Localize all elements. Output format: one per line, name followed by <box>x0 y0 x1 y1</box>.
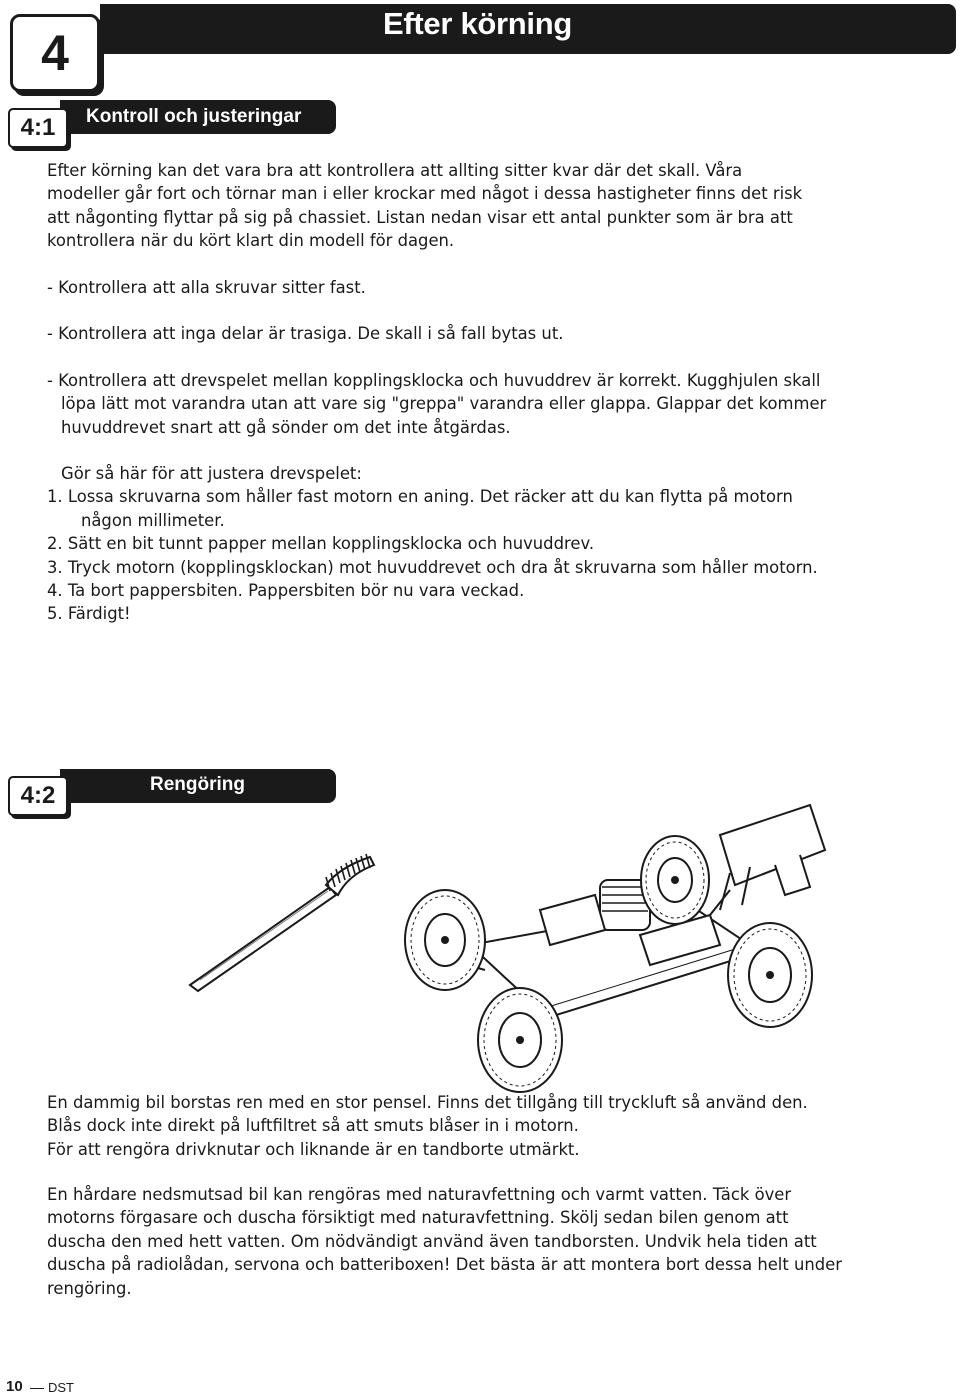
toothbrush-icon <box>180 845 380 995</box>
check-line: löpa lätt mot varandra utan att vare sig "greppa" varandra eller glappa. Glappar det kommer <box>61 394 827 414</box>
body-line: rengöring. <box>47 1278 132 1298</box>
rc-buggy-illustration <box>390 795 830 1100</box>
check-line: - Kontrollera att drevspelet mellan kopplingsklocka och huvuddrev är korrekt. Kugghjulen skall <box>47 371 821 390</box>
section-title: Kontroll och justeringar <box>86 106 302 127</box>
step-item: 1. Lossa skruvarna som håller fast motorn en aning. Det räcker att du kan flytta på motorn <box>47 487 793 507</box>
body-line: Blås dock inte direkt på luftfiltret så att smuts blåser in i motorn. <box>47 1116 579 1136</box>
body-line: En dammig bil borstas ren med en stor pensel. Finns det tillgång till tryckluft så använd den. <box>47 1093 808 1112</box>
body-line: En hårdare nedsmutsad bil kan rengöras med naturavfettning och varmt vatten. Täck över <box>47 1185 792 1204</box>
step-item: 4. Ta bort pappersbiten. Pappersbiten bör nu vara veckad. <box>47 581 525 601</box>
steps-heading: Gör så här för att justera drevspelet: <box>61 464 362 483</box>
step-item: 5. Färdigt! <box>47 604 131 624</box>
adjust-steps <box>47 462 927 626</box>
check-line: huvuddrevet snart att gå sönder om det inte åtgärdas. <box>61 417 511 437</box>
check-item: - Kontrollera att alla skruvar sitter fast. <box>47 278 366 297</box>
intro-line: kontrollera när du kört klart din modell för dagen. <box>47 231 455 251</box>
intro-line: att någonting flyttar på sig på chassiet. Listan nedan visar ett antal punkter som är bra att <box>47 207 793 227</box>
section2-para1 <box>47 1091 927 1161</box>
footer-divider <box>30 1388 44 1389</box>
page-number: 10 <box>6 1378 23 1395</box>
footer-brand: DST <box>48 1380 74 1395</box>
chapter-title: Efter körning <box>383 6 573 41</box>
body-line: motorns förgasare och duscha försiktigt med naturavfettning. Skölj sedan bilen genom att <box>47 1208 789 1228</box>
body-line: För att rengöra drivknutar och liknande är en tandborte utmärkt. <box>47 1139 580 1159</box>
section2-para2 <box>47 1183 927 1300</box>
chapter-number: 4 <box>10 14 100 92</box>
step-item: 3. Tryck motorn (kopplingsklockan) mot huvuddrevet och dra åt skruvarna som håller motorn. <box>47 557 818 577</box>
intro-line: Efter körning kan det vara bra att kontrollera att allting sitter kvar där det skall. Våra <box>47 161 743 180</box>
step-item-continued: någon millimeter. <box>81 510 225 530</box>
step-item: 2. Sätt en bit tunnt papper mellan kopplingsklocka och huvuddrev. <box>47 534 595 554</box>
section-number: 4:2 <box>8 776 68 816</box>
section1-body <box>47 159 927 253</box>
section-title: Rengöring <box>150 774 245 795</box>
body-line: duscha den med hett vatten. Om nödvändigt använd även tandborsten. Undvik hela tiden att <box>47 1231 817 1251</box>
intro-line: modeller går fort och törnar man i eller krockar med något i dessa hastigheter finns det risk <box>47 184 803 204</box>
check-item-drevspel <box>47 369 927 439</box>
check-item: - Kontrollera att inga delar är trasiga. De skall i så fall bytas ut. <box>47 324 564 343</box>
section-number: 4:1 <box>8 108 68 148</box>
body-line: duscha på radiolådan, servona och batteriboxen! Det bästa är att montera bort dessa helt under <box>47 1255 842 1275</box>
